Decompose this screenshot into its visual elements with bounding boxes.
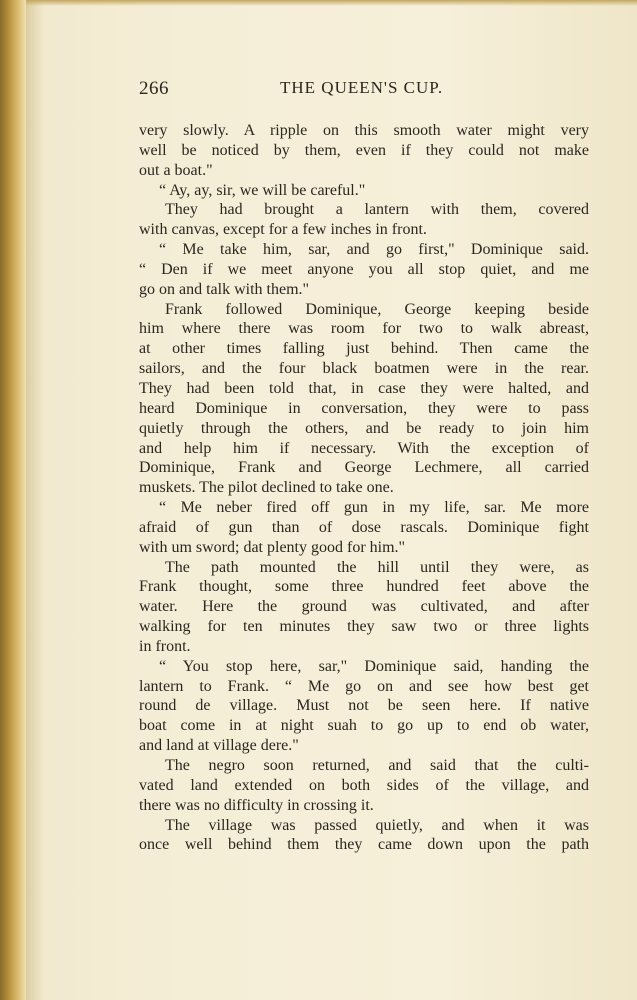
text-line: The village was passed quietly, and when it was [165,816,589,834]
book-spine [0,0,26,1000]
text-line: The path mounted the hill until they were, as [165,558,589,576]
text-line: “ Den if we meet anyone you all stop quiet, and me [139,260,589,278]
text-line: walking for ten minutes they saw two or three lights [139,618,589,636]
text-line: and help him if necessary. With the exception of [139,439,589,457]
text-line: in front. [139,637,191,655]
text-line: lantern to Frank. “ Me go on and see how best get [139,677,589,695]
body-text [139,121,589,855]
text-line: heard Dominique in conversation, they were to pass [139,399,589,417]
text-line: “ You stop here, sar," Dominique said, handing the [159,657,589,675]
text-line: him where there was room for two to walk abreast, [139,320,589,338]
text-line: out a boat." [139,161,213,179]
text-line: once well behind them they came down upon the path [139,836,589,854]
text-line: Dominique, Frank and George Lechmere, all carried [139,459,589,477]
text-line: They had brought a lantern with them, covered [165,201,589,219]
running-head: THE QUEEN'S CUP. [280,78,444,97]
text-line: at other times falling just behind. Then came the [139,340,589,358]
text-line: with canvas, except for a few inches in front. [139,221,427,239]
text-line: They had been told that, in case they were halted, and [139,379,589,397]
text-line: muskets. The pilot declined to take one. [139,479,394,497]
page-top-edge [26,0,637,6]
text-line: Frank thought, some three hundred feet above the [139,578,589,596]
text-line: “ Me neber fired off gun in my life, sar. Me more [159,499,589,517]
text-line: vated land extended on both sides of the village, and [139,776,589,794]
text-line: sailors, and the four black boatmen were in the rear. [139,360,589,378]
text-line: water. Here the ground was cultivated, and after [139,598,589,616]
text-line: and land at village dere." [139,737,299,755]
page-number: 266 [139,78,169,99]
text-line: very slowly. A ripple on this smooth water might very [139,122,589,139]
spine-shadow [26,0,44,1000]
text-line: round de village. Must not be seen here. If native [139,697,589,715]
text-line: boat come in at night suah to go up to end ob water, [139,717,589,735]
text-line: Frank followed Dominique, George keeping beside [165,300,589,318]
page-header [139,78,589,104]
text-line: there was no difficulty in crossing it. [139,796,374,814]
text-line: go on and talk with them." [139,280,310,298]
text-line: with um sword; dat plenty good for him." [139,538,406,556]
text-line: “ Ay, ay, sir, we will be careful." [159,181,366,199]
text-line: “ Me take him, sar, and go first," Dominique said. [159,241,589,259]
text-line: quietly through the others, and be ready to join him [139,419,589,437]
text-line: well be noticed by them, even if they could not make [139,141,589,159]
text-line: afraid of gun than of dose rascals. Dominique fight [139,518,589,536]
text-line: The negro soon returned, and said that the culti- [165,757,589,774]
